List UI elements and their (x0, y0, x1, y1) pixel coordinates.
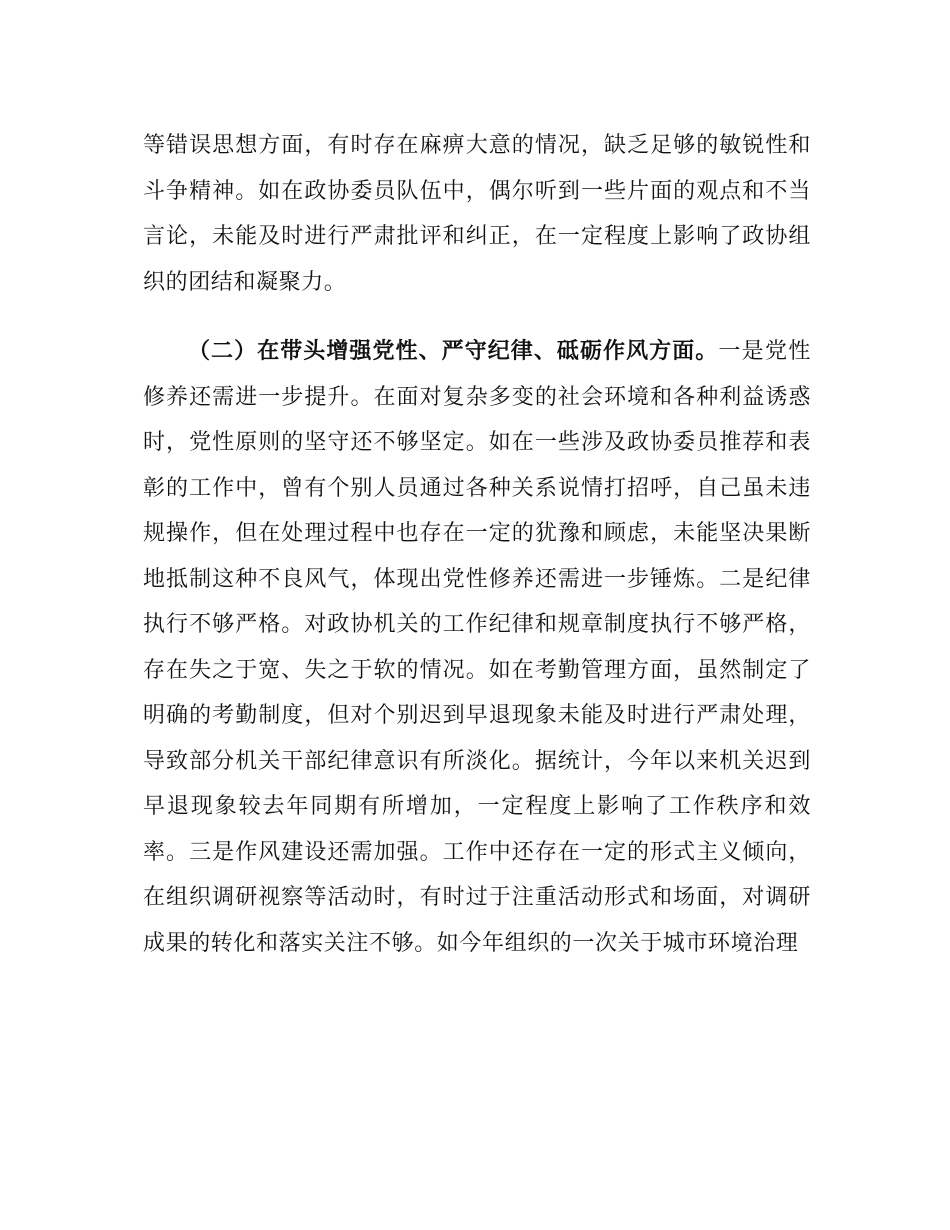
paragraph-2 (143, 329, 811, 966)
document-body (143, 123, 811, 966)
section-heading: （二）在带头增强党性、严守纪律、砥砺作风方面。 (188, 339, 719, 364)
paragraph-1: 等错误思想方面，有时存在麻痹大意的情况，缺乏足够的敏锐性和斗争精神。如在政协委员队伍中，偶尔听到一些片面的观点和不当言论，未能及时进行严肃批评和纠正，在一定程度上影响了政协组织的团结和凝聚力。 (143, 133, 811, 295)
paragraph-2-body: 一是党性修养还需进一步提升。在面对复杂多变的社会环境和各种利益诱惑时，党性原则的坚守还不够坚定。如在一些涉及政协委员推荐和表彰的工作中，曾有个别人员通过各种关系说情打招呼，自己虽未违规操作，但在处理过程中也存在一定的犹豫和顾虑，未能坚决果断地抵制这种不良风气，体现出党性修养还需进一步锤炼。二是纪律执行不够严格。对政协机关的工作纪律和规章制度执行不够严格，存在失之于宽、失之于软的情况。如在考勤管理方面，虽然制定了明确的考勤制度，但对个别迟到早退现象未能及时进行严肃处理，导致部分机关干部纪律意识有所淡化。据统计，今年以来机关迟到早退现象较去年同期有所增加，一定程度上影响了工作秩序和效率。三是作风建设还需加强。工作中还存在一定的形式主义倾向，在组织调研视察等活动时，有时过于注重活动形式和场面，对调研成果的转化和落实关注不够。如今年组织的一次关于城市环境治理 (143, 339, 812, 956)
